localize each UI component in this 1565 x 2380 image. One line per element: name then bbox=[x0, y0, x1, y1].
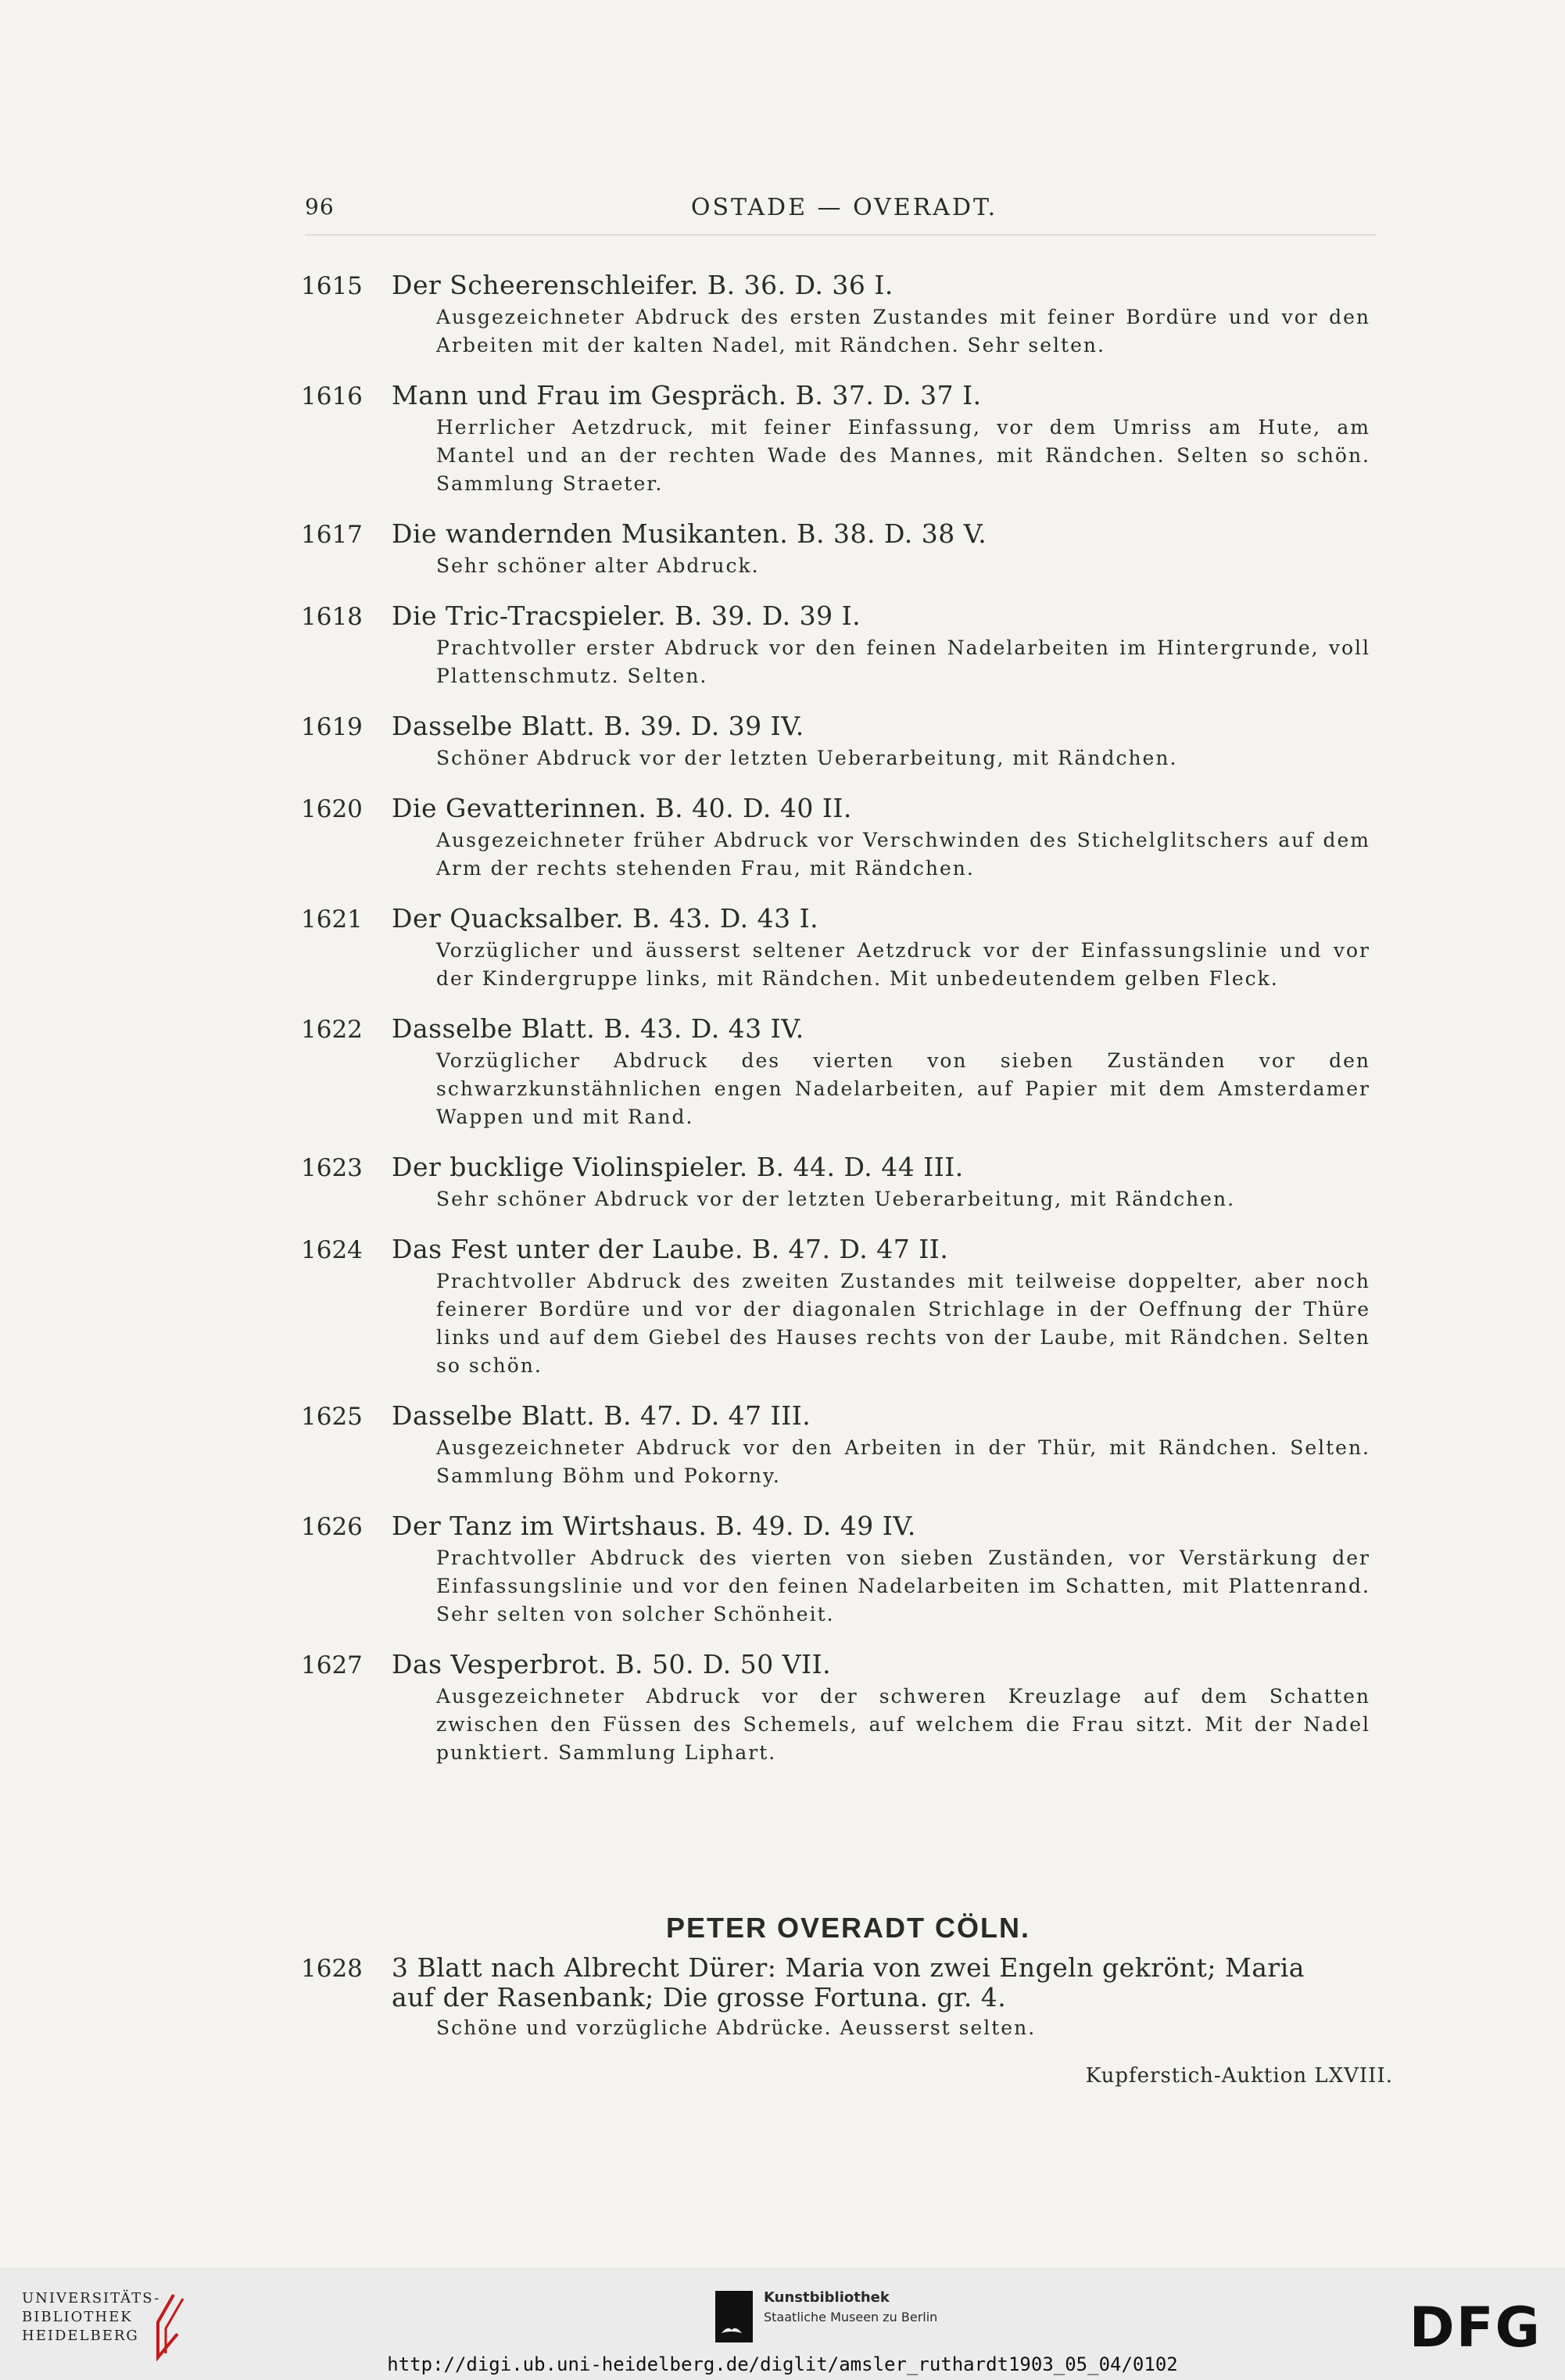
catalogue-entry bbox=[301, 270, 1395, 360]
lot-number: 1621 bbox=[301, 905, 363, 934]
page-number: 96 bbox=[305, 194, 335, 220]
lot-number: 1623 bbox=[301, 1154, 363, 1182]
entry-description: Ausgezeichneter Abdruck vor der schweren Kreuzlage auf dem Schatten zwischen den Füssen des Schemels, auf welchem die Frau sitzt. Mit der Nadel punktiert. Sammlung Liphart. bbox=[436, 1685, 1370, 1764]
lot-number: 1624 bbox=[301, 1236, 363, 1264]
entry-description: Vorzüglicher und äusserst seltener Aetzdruck vor der Einfassungslinie und vor der Kindergruppe links, mit Rändchen. Mit unbedeutendem gelben Fleck. bbox=[436, 939, 1370, 990]
catalogue-entry bbox=[301, 1234, 1395, 1380]
uni-logo-line: HEIDELBERG bbox=[22, 2328, 139, 2344]
uni-book-icon bbox=[142, 2291, 189, 2361]
catalogue-entry bbox=[301, 1400, 1395, 1490]
catalogue-entry bbox=[301, 518, 1395, 580]
lot-number: 1620 bbox=[301, 795, 363, 823]
entry-title: Mann und Frau im Gespräch. B. 37. D. 37 I. bbox=[392, 380, 982, 410]
entry-title: Der bucklige Violinspieler. B. 44. D. 44 III. bbox=[392, 1152, 964, 1182]
running-head bbox=[305, 194, 1462, 233]
lot-number: 1626 bbox=[301, 1513, 363, 1541]
entry-title: Dasselbe Blatt. B. 43. D. 43 IV. bbox=[392, 1013, 804, 1044]
entry-title: Der Quacksalber. B. 43. D. 43 I. bbox=[392, 903, 819, 934]
entry-description: Prachtvoller Abdruck des zweiten Zustandes mit teilweise doppelter, aber noch feinerer Bordüre und vor der diagonalen Strichlage in der Oeffnung der Thüre links und auf dem Giebel des Hauses rechts von der Laube, mit Rändchen. Selten so schön. bbox=[436, 1270, 1370, 1377]
entry-description: Sehr schöner alter Abdruck. bbox=[436, 554, 760, 577]
uni-logo-line: BIBLIOTHEK bbox=[22, 2309, 133, 2325]
digitization-bar bbox=[0, 2267, 1565, 2380]
catalogue-entry bbox=[301, 380, 1395, 498]
catalogue-entry bbox=[301, 793, 1395, 883]
entry-description: Ausgezeichneter Abdruck des ersten Zustandes mit feiner Bordüre und vor den Arbeiten mit der kalten Nadel, mit Rändchen. Sehr selten. bbox=[436, 306, 1370, 357]
lot-number: 1618 bbox=[301, 603, 363, 631]
footer-note: Kupferstich-Auktion LXVIII. bbox=[1085, 2064, 1393, 2088]
entry-title: Die Gevatterinnen. B. 40. D. 40 II. bbox=[392, 793, 852, 823]
catalogue-entry bbox=[301, 711, 1395, 772]
catalogue-entry bbox=[301, 1511, 1395, 1629]
dfg-logo[interactable]: DFG bbox=[1409, 2296, 1542, 2360]
uni-logo-line: UNIVERSITÄTS- bbox=[22, 2290, 161, 2307]
catalogue-entry bbox=[301, 1953, 1395, 2042]
catalogue-entries bbox=[301, 270, 1395, 1787]
entry-title: 3 Blatt nach Albrecht Dürer: Maria von zwei Engeln gekrönt; Maria auf der Rasenbank; Die grosse Fortuna. gr. 4. bbox=[392, 1952, 1305, 2013]
entry-title: Dasselbe Blatt. B. 47. D. 47 III. bbox=[392, 1400, 811, 1431]
catalogue-entry bbox=[301, 1152, 1395, 1213]
entry-title: Das Fest unter der Laube. B. 47. D. 47 II. bbox=[392, 1234, 949, 1264]
entry-title: Die wandernden Musikanten. B. 38. D. 38 V. bbox=[392, 518, 987, 549]
entry-description: Ausgezeichneter Abdruck vor den Arbeiten in der Thür, mit Rändchen. Selten. Sammlung Böhm und Pokorny. bbox=[436, 1436, 1370, 1487]
kb-name: Kunstbibliothek bbox=[764, 2289, 890, 2306]
entry-description: Schöne und vorzügliche Abdrücke. Aeusserst selten. bbox=[436, 2016, 1037, 2039]
page-url[interactable]: http://digi.ub.uni-heidelberg.de/diglit/amsler_ruthardt1903_05_04/0102 bbox=[387, 2353, 1178, 2375]
entry-description: Prachtvoller Abdruck des vierten von sieben Zuständen, vor Verstärkung der Einfassungslinie und vor den feinen Nadelarbeiten im Schatten, mit Plattenrand. Sehr selten von solcher Schönheit. bbox=[436, 1547, 1370, 1625]
entry-title: Der Scheerenschleifer. B. 36. D. 36 I. bbox=[392, 270, 894, 300]
entry-description: Schöner Abdruck vor der letzten Ueberarbeitung, mit Rändchen. bbox=[436, 747, 1178, 769]
kb-subtitle: Staatliche Museen zu Berlin bbox=[764, 2310, 938, 2324]
university-library-logo[interactable] bbox=[22, 2289, 160, 2352]
section-heading: PETER OVERADT CÖLN. bbox=[665, 1912, 1031, 1944]
catalogue-entry bbox=[301, 903, 1395, 993]
lot-number: 1627 bbox=[301, 1651, 363, 1679]
lot-number: 1628 bbox=[301, 1955, 363, 1983]
lot-number: 1616 bbox=[301, 382, 363, 410]
lot-number: 1619 bbox=[301, 713, 363, 741]
entry-title: Dasselbe Blatt. B. 39. D. 39 IV. bbox=[392, 711, 804, 741]
entry-title: Die Tric-Tracspieler. B. 39. D. 39 I. bbox=[392, 600, 861, 631]
entry-description: Sehr schöner Abdruck vor der letzten Ueberarbeitung, mit Rändchen. bbox=[436, 1188, 1236, 1210]
entry-description: Herrlicher Aetzdruck, mit feiner Einfassung, vor dem Umriss am Hute, am Mantel und an der rechten Wade des Mannes, mit Rändchen. Selten so schön. Sammlung Straeter. bbox=[436, 416, 1370, 495]
lot-number: 1615 bbox=[301, 272, 363, 300]
entry-description: Ausgezeichneter früher Abdruck vor Verschwinden des Stichelglitschers auf dem Arm der rechts stehenden Frau, mit Rändchen. bbox=[436, 829, 1370, 880]
entry-title: Der Tanz im Wirtshaus. B. 49. D. 49 IV. bbox=[392, 1511, 916, 1541]
entry-description: Prachtvoller erster Abdruck vor den feinen Nadelarbeiten im Hintergrunde, voll Plattenschmutz. Selten. bbox=[436, 636, 1370, 687]
catalogue-entry bbox=[301, 600, 1395, 690]
entry-description: Vorzüglicher Abdruck des vierten von sieben Zuständen vor den schwarzkunstähnlichen engen Nadelarbeiten, auf Papier mit dem Amsterdamer Wappen und mit Rand. bbox=[436, 1049, 1370, 1128]
catalogue-entry bbox=[301, 1649, 1395, 1767]
eagle-icon bbox=[720, 2322, 743, 2338]
running-title: OSTADE — OVERADT. bbox=[690, 194, 998, 221]
lot-number: 1617 bbox=[301, 521, 363, 549]
entry-title: Das Vesperbrot. B. 50. D. 50 VII. bbox=[392, 1649, 832, 1679]
lot-number: 1622 bbox=[301, 1016, 363, 1044]
catalogue-entry bbox=[301, 1013, 1395, 1131]
kb-square-icon bbox=[715, 2291, 753, 2342]
lot-number: 1625 bbox=[301, 1403, 363, 1431]
